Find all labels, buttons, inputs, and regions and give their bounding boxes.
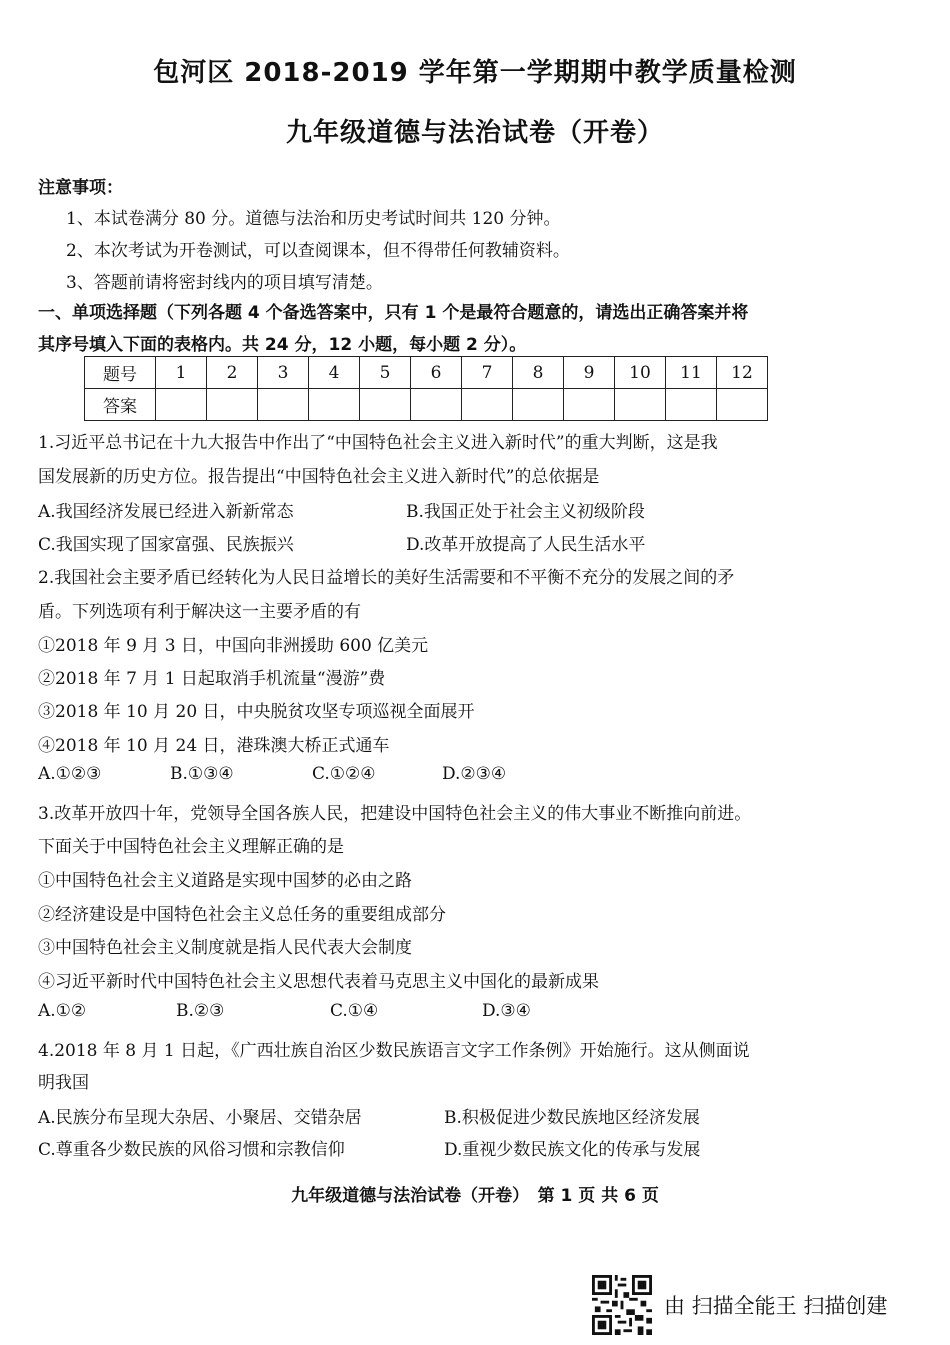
q3-statement-4: ④习近平新时代中国特色社会主义思想代表着马克思主义中国化的最新成果 bbox=[38, 972, 599, 992]
q2-stem-line1: 2.我国社会主要矛盾已经转化为人民日益增长的美好生活需要和不平衡不充分的发展之间的矛 bbox=[38, 568, 735, 588]
q4-option-a: A.民族分布呈现大杂居、小聚居、交错杂居 bbox=[38, 1108, 362, 1128]
note-item-3: 3、答题前请将密封线内的项目填写清楚。 bbox=[66, 273, 383, 293]
answer-cell[interactable] bbox=[615, 389, 666, 421]
answer-cell[interactable] bbox=[156, 389, 207, 421]
q3-statement-3: ③中国特色社会主义制度就是指人民代表大会制度 bbox=[38, 938, 412, 958]
answer-cell[interactable] bbox=[462, 389, 513, 421]
scanner-watermark: 由 扫描全能王 扫描创建 bbox=[664, 1294, 888, 1318]
answer-cell[interactable] bbox=[207, 389, 258, 421]
q1-stem-line2: 国发展新的历史方位。报告提出“中国特色社会主义进入新时代”的总依据是 bbox=[38, 467, 600, 487]
question-number-cell: 6 bbox=[411, 357, 462, 389]
q4-stem-line2: 明我国 bbox=[38, 1073, 89, 1093]
question-number-cell: 10 bbox=[615, 357, 666, 389]
question-number-cell: 1 bbox=[156, 357, 207, 389]
note-item-1: 1、本试卷满分 80 分。道德与法治和历史考试时间共 120 分钟。 bbox=[66, 209, 561, 229]
q2-option-d: D.②③④ bbox=[442, 764, 507, 784]
qr-code-icon bbox=[592, 1275, 652, 1335]
page-footer: 九年级道德与法治试卷（开卷） 第 1 页 共 6 页 bbox=[291, 1186, 659, 1206]
note-item-2: 2、本次考试为开卷测试，可以查阅课本，但不得带任何教辅资料。 bbox=[66, 241, 570, 261]
q2-statement-4: ④2018 年 10 月 24 日，港珠澳大桥正式通车 bbox=[38, 736, 390, 756]
question-number-cell: 8 bbox=[513, 357, 564, 389]
q4-option-b: B.积极促进少数民族地区经济发展 bbox=[444, 1108, 700, 1128]
exam-subtitle: 九年级道德与法治试卷（开卷） bbox=[285, 118, 664, 148]
q1-option-c: C.我国实现了国家富强、民族振兴 bbox=[38, 535, 294, 555]
answer-cell[interactable] bbox=[717, 389, 768, 421]
question-number-cell: 3 bbox=[258, 357, 309, 389]
answer-table-number-row bbox=[85, 357, 768, 389]
q3-statement-2: ②经济建设是中国特色社会主义总任务的重要组成部分 bbox=[38, 905, 446, 925]
q3-option-b: B.②③ bbox=[176, 1001, 225, 1021]
q1-stem-line1: 1.习近平总书记在十九大报告中作出了“中国特色社会主义进入新时代”的重大判断，这是我 bbox=[38, 433, 718, 453]
q2-option-a: A.①②③ bbox=[38, 764, 102, 784]
q2-statement-2: ②2018 年 7 月 1 日起取消手机流量“漫游”费 bbox=[38, 669, 386, 689]
q2-option-b: B.①③④ bbox=[170, 764, 234, 784]
answer-table-answer-row bbox=[85, 389, 768, 421]
q3-stem-line2: 下面关于中国特色社会主义理解正确的是 bbox=[38, 837, 344, 857]
q2-statement-1: ①2018 年 9 月 3 日，中国向非洲援助 600 亿美元 bbox=[38, 636, 429, 656]
question-number-cell: 2 bbox=[207, 357, 258, 389]
q1-option-b: B.我国正处于社会主义初级阶段 bbox=[406, 502, 645, 522]
q4-stem-line1: 4.2018 年 8 月 1 日起，《广西壮族自治区少数民族语言文字工作条例》开始施行。这从侧面说 bbox=[38, 1041, 750, 1061]
answer-cell[interactable] bbox=[564, 389, 615, 421]
answer-cell[interactable] bbox=[666, 389, 717, 421]
notes-heading: 注意事项： bbox=[38, 178, 123, 198]
question-number-cell: 7 bbox=[462, 357, 513, 389]
q4-option-d: D.重视少数民族文化的传承与发展 bbox=[444, 1140, 701, 1160]
question-number-cell: 4 bbox=[309, 357, 360, 389]
answer-table bbox=[84, 356, 768, 421]
answer-cell[interactable] bbox=[258, 389, 309, 421]
exam-title: 包河区 2018-2019 学年第一学期期中教学质量检测 bbox=[153, 58, 797, 88]
question-number-cell: 9 bbox=[564, 357, 615, 389]
answer-cell[interactable] bbox=[411, 389, 462, 421]
answer-cell[interactable] bbox=[360, 389, 411, 421]
question-number-cell: 11 bbox=[666, 357, 717, 389]
q4-option-c: C.尊重各少数民族的风俗习惯和宗教信仰 bbox=[38, 1140, 345, 1160]
row-label-number: 题号 bbox=[85, 357, 156, 389]
section1-instructions-line2: 其序号填入下面的表格内。共 24 分，12 小题，每小题 2 分）。 bbox=[38, 335, 527, 355]
q2-statement-3: ③2018 年 10 月 20 日，中央脱贫攻坚专项巡视全面展开 bbox=[38, 702, 475, 722]
question-number-cell: 12 bbox=[717, 357, 768, 389]
q1-option-d: D.改革开放提高了人民生活水平 bbox=[406, 535, 646, 555]
answer-cell[interactable] bbox=[513, 389, 564, 421]
question-number-cell: 5 bbox=[360, 357, 411, 389]
section1-instructions-line1: 一、单项选择题（下列各题 4 个备选答案中，只有 1 个是最符合题意的，请选出正确答案并将 bbox=[38, 303, 749, 323]
q2-option-c: C.①②④ bbox=[312, 764, 376, 784]
q3-stem-line1: 3.改革开放四十年，党领导全国各族人民，把建设中国特色社会主义的伟大事业不断推向前进。 bbox=[38, 804, 752, 824]
row-label-answer: 答案 bbox=[85, 389, 156, 421]
q1-option-a: A.我国经济发展已经进入新新常态 bbox=[38, 502, 294, 522]
q3-option-d: D.③④ bbox=[482, 1001, 531, 1021]
q3-option-c: C.①④ bbox=[330, 1001, 379, 1021]
q3-option-a: A.①② bbox=[38, 1001, 87, 1021]
q2-stem-line2: 盾。下列选项有利于解决这一主要矛盾的有 bbox=[38, 602, 361, 622]
answer-cell[interactable] bbox=[309, 389, 360, 421]
q3-statement-1: ①中国特色社会主义道路是实现中国梦的必由之路 bbox=[38, 871, 412, 891]
